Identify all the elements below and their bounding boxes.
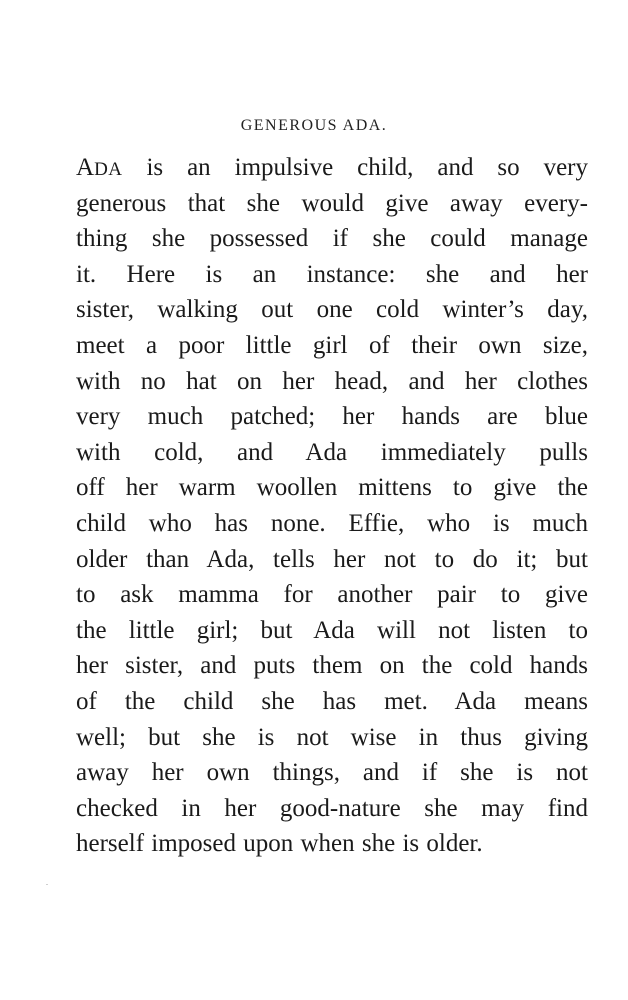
text-line-17: well; but she is not wise in thus giving (76, 723, 588, 751)
text-line-4: it. Here is an instance: she and her (76, 260, 588, 288)
text-line-16: of the child she has met. Ada means (76, 687, 588, 715)
text-line-11: child who has none. Effie, who is much (76, 509, 588, 537)
text-line-18: away her own things, and if she is not (76, 759, 588, 787)
text-line-12: older than Ada, tells her not to do it; but (76, 545, 588, 573)
text-line-19: checked in her good-nature she may find (76, 794, 588, 822)
paper-speck (46, 884, 48, 885)
text-line-20: herself imposed upon when she is older. (76, 830, 483, 858)
text-line-13: to ask mamma for another pair to give (76, 581, 588, 609)
text-line-8: very much patched; her hands are blue (76, 403, 588, 431)
text-line-3: thing she possessed if she could manage (76, 225, 588, 253)
running-title: GENEROUS ADA. (240, 117, 388, 134)
text-line-9: with cold, and Ada immediately pulls (76, 438, 588, 466)
first-word-initial: A (76, 154, 95, 181)
text-line-14: the little girl; but Ada will not listen to (76, 616, 588, 644)
story-paragraph (76, 150, 588, 862)
first-word-smallcaps: DA (94, 159, 123, 180)
first-line-rest: is an impulsive child, and so very (122, 154, 588, 181)
text-line-7: with no hat on her head, and her clothes (76, 367, 588, 395)
text-line-15: her sister, and puts them on the cold hands (76, 652, 588, 680)
text-line-10: off her warm woollen mittens to give the (76, 474, 588, 502)
text-line-6: meet a poor little girl of their own size, (76, 331, 588, 359)
text-line-1 (76, 150, 588, 186)
text-line-5: sister, walking out one cold winter’s day, (76, 296, 588, 324)
text-line-2: generous that she would give away every- (76, 189, 588, 217)
